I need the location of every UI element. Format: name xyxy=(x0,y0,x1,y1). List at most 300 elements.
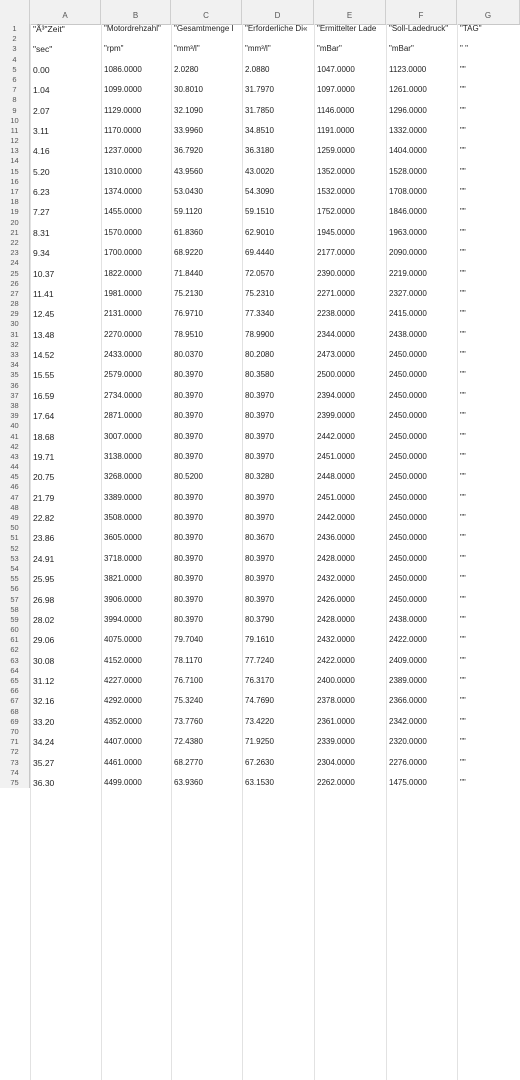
cell-b[interactable]: 2871.0000 xyxy=(104,411,142,421)
cell-e[interactable]: 1352.0000 xyxy=(317,166,355,176)
cell-d[interactable] xyxy=(243,421,314,431)
cell-c[interactable]: 33.9960 xyxy=(174,125,203,135)
cell-f[interactable] xyxy=(387,686,457,696)
cell-g[interactable]: "" xyxy=(460,390,466,400)
row-number[interactable]: 54 xyxy=(0,564,30,574)
cell-f[interactable] xyxy=(387,727,457,737)
cell-b[interactable]: 3906.0000 xyxy=(104,594,142,604)
cell-a[interactable]: 24.91 xyxy=(33,553,55,564)
cell-e[interactable]: 2394.0000 xyxy=(317,390,355,400)
cell-e[interactable]: 2177.0000 xyxy=(317,248,355,258)
cell-g[interactable]: "" xyxy=(460,696,466,706)
cell-c[interactable] xyxy=(172,625,242,635)
cell-a[interactable]: 17.64 xyxy=(33,411,55,422)
cell-b[interactable]: 1981.0000 xyxy=(104,288,142,298)
cell-c[interactable]: 63.9360 xyxy=(174,777,203,787)
cell-f[interactable] xyxy=(387,55,457,65)
cell-f[interactable] xyxy=(387,95,457,105)
cell-f[interactable]: 2450.0000 xyxy=(389,533,427,543)
cell-b[interactable] xyxy=(102,279,171,289)
cell-c[interactable]: 71.8440 xyxy=(174,268,203,278)
cell-e[interactable] xyxy=(315,686,386,696)
row-number[interactable]: 56 xyxy=(0,584,30,594)
cell-e[interactable] xyxy=(315,584,386,594)
cell-b[interactable]: 4292.0000 xyxy=(104,696,142,706)
cell-d[interactable]: 80.3970 xyxy=(245,574,274,584)
cell-c[interactable] xyxy=(172,584,242,594)
row-number[interactable]: 34 xyxy=(0,360,30,370)
row-number[interactable]: 59 xyxy=(0,615,30,625)
cell-c[interactable] xyxy=(172,401,242,411)
cell-d[interactable]: 73.4220 xyxy=(245,716,274,726)
cell-f[interactable]: "Soll-Ladedruck" xyxy=(389,24,449,33)
cell-a[interactable]: 18.68 xyxy=(33,431,55,442)
cell-a[interactable] xyxy=(31,340,101,350)
cell-b[interactable] xyxy=(102,645,171,655)
cell-g[interactable] xyxy=(458,442,520,452)
cell-e[interactable] xyxy=(315,666,386,676)
cell-d[interactable] xyxy=(243,707,314,717)
cell-a[interactable] xyxy=(31,197,101,207)
cell-a[interactable] xyxy=(31,299,101,309)
cell-f[interactable]: 2409.0000 xyxy=(389,655,427,665)
cell-f[interactable] xyxy=(387,645,457,655)
cell-c[interactable] xyxy=(172,503,242,513)
row-number[interactable]: 17 xyxy=(0,187,30,197)
cell-f[interactable]: 2366.0000 xyxy=(389,696,427,706)
cell-f[interactable] xyxy=(387,503,457,513)
row-number[interactable]: 30 xyxy=(0,319,30,329)
row-number[interactable]: 47 xyxy=(0,493,30,503)
cell-c[interactable]: 43.9560 xyxy=(174,166,203,176)
cell-a[interactable] xyxy=(31,482,101,492)
cell-d[interactable] xyxy=(243,279,314,289)
cell-b[interactable]: 1086.0000 xyxy=(104,64,142,74)
cell-a[interactable]: 1.04 xyxy=(33,85,50,96)
cell-d[interactable]: "mm³/l" xyxy=(245,44,271,54)
cell-c[interactable]: 80.3970 xyxy=(174,451,203,461)
cell-c[interactable]: 80.0370 xyxy=(174,350,203,359)
cell-e[interactable]: 2238.0000 xyxy=(317,309,355,319)
cell-d[interactable] xyxy=(243,340,314,350)
cell-b[interactable]: 1170.0000 xyxy=(104,125,142,135)
cell-c[interactable]: "Gesamtmenge I xyxy=(174,24,234,33)
cell-a[interactable] xyxy=(31,116,101,126)
cell-f[interactable]: 2276.0000 xyxy=(389,757,427,767)
cell-f[interactable] xyxy=(387,584,457,594)
row-number[interactable]: 9 xyxy=(0,106,30,116)
cell-e[interactable] xyxy=(315,707,386,717)
cell-a[interactable] xyxy=(31,442,101,452)
cell-f[interactable] xyxy=(387,299,457,309)
cell-g[interactable] xyxy=(458,768,520,778)
column-header-b[interactable]: B xyxy=(101,0,171,24)
row-number[interactable]: 41 xyxy=(0,432,30,442)
cell-e[interactable]: 2448.0000 xyxy=(317,472,355,482)
cell-c[interactable]: 80.3970 xyxy=(174,390,203,400)
cell-e[interactable] xyxy=(315,238,386,248)
cell-f[interactable]: 2320.0000 xyxy=(389,737,427,747)
cell-g[interactable]: "" xyxy=(460,737,466,747)
cell-c[interactable] xyxy=(172,605,242,615)
cell-f[interactable] xyxy=(387,381,457,391)
cell-d[interactable]: 80.3580 xyxy=(245,370,274,380)
cell-c[interactable]: 78.9510 xyxy=(174,329,203,339)
row-number[interactable]: 13 xyxy=(0,146,30,156)
cell-e[interactable]: 1752.0000 xyxy=(317,207,355,217)
cell-e[interactable]: 2390.0000 xyxy=(317,268,355,278)
cell-b[interactable] xyxy=(102,177,171,187)
cell-f[interactable]: 1708.0000 xyxy=(389,187,427,196)
cell-e[interactable]: 2428.0000 xyxy=(317,553,355,563)
cell-f[interactable] xyxy=(387,360,457,370)
cell-b[interactable]: 2579.0000 xyxy=(104,370,142,380)
cell-d[interactable] xyxy=(243,564,314,574)
cell-d[interactable] xyxy=(243,442,314,452)
cell-b[interactable]: 2734.0000 xyxy=(104,390,142,400)
row-number[interactable]: 11 xyxy=(0,126,30,136)
cell-e[interactable] xyxy=(315,299,386,309)
cell-f[interactable]: 2415.0000 xyxy=(389,309,427,319)
cell-f[interactable] xyxy=(387,340,457,350)
cell-a[interactable]: 19.71 xyxy=(33,451,55,462)
cell-f[interactable] xyxy=(387,523,457,533)
cell-b[interactable] xyxy=(102,421,171,431)
cell-d[interactable]: 34.8510 xyxy=(245,125,274,135)
cell-c[interactable]: 59.1120 xyxy=(174,207,203,217)
cell-f[interactable]: 2450.0000 xyxy=(389,350,427,359)
cell-g[interactable]: "" xyxy=(460,411,466,421)
select-all-corner[interactable] xyxy=(0,0,30,24)
cell-d[interactable]: 80.3790 xyxy=(245,614,274,624)
cell-f[interactable] xyxy=(387,747,457,757)
cell-c[interactable] xyxy=(172,523,242,533)
cell-d[interactable]: 31.7970 xyxy=(245,85,274,95)
cell-a[interactable] xyxy=(31,177,101,187)
row-number[interactable]: 28 xyxy=(0,299,30,309)
cell-g[interactable]: "" xyxy=(460,125,466,135)
cell-e[interactable]: 1259.0000 xyxy=(317,146,355,156)
cell-c[interactable]: 80.3970 xyxy=(174,594,203,604)
cell-d[interactable] xyxy=(243,584,314,594)
cell-e[interactable]: 2361.0000 xyxy=(317,716,355,726)
cell-d[interactable] xyxy=(243,625,314,635)
cell-b[interactable] xyxy=(102,319,171,329)
row-number[interactable]: 49 xyxy=(0,513,30,523)
cell-c[interactable]: 32.1090 xyxy=(174,105,203,115)
cell-d[interactable]: 36.3180 xyxy=(245,146,274,156)
cell-g[interactable]: "" xyxy=(460,676,466,685)
cell-f[interactable] xyxy=(387,442,457,452)
cell-a[interactable]: 10.37 xyxy=(33,268,55,279)
cell-g[interactable]: "" xyxy=(460,553,466,563)
cell-a[interactable] xyxy=(31,584,101,594)
cell-g[interactable]: "" xyxy=(460,64,466,74)
cell-g[interactable]: "" xyxy=(460,248,466,258)
cell-c[interactable]: 76.7100 xyxy=(174,676,203,685)
cell-a[interactable] xyxy=(31,625,101,635)
cell-f[interactable]: 2450.0000 xyxy=(389,451,427,461)
cell-f[interactable]: 2090.0000 xyxy=(389,248,427,258)
cell-b[interactable] xyxy=(102,768,171,778)
cell-g[interactable]: "" xyxy=(460,85,466,95)
row-number[interactable]: 74 xyxy=(0,768,30,778)
cell-b[interactable] xyxy=(102,95,171,105)
cell-e[interactable] xyxy=(315,605,386,615)
row-number[interactable]: 8 xyxy=(0,95,30,105)
cell-b[interactable] xyxy=(102,55,171,65)
cell-b[interactable] xyxy=(102,482,171,492)
cell-e[interactable]: 1047.0000 xyxy=(317,64,355,74)
cell-e[interactable]: 2428.0000 xyxy=(317,614,355,624)
cell-d[interactable]: 74.7690 xyxy=(245,696,274,706)
cell-b[interactable] xyxy=(102,503,171,513)
cell-e[interactable] xyxy=(315,279,386,289)
cell-b[interactable]: 3007.0000 xyxy=(104,431,142,441)
row-number[interactable]: 5 xyxy=(0,65,30,75)
cell-d[interactable]: 2.0880 xyxy=(245,64,270,74)
cell-g[interactable] xyxy=(458,564,520,574)
row-number[interactable]: 55 xyxy=(0,574,30,584)
cell-g[interactable] xyxy=(458,299,520,309)
cell-f[interactable]: "mBar" xyxy=(389,44,414,54)
cell-c[interactable] xyxy=(172,279,242,289)
cell-a[interactable] xyxy=(31,605,101,615)
cell-a[interactable] xyxy=(31,95,101,105)
cell-f[interactable]: 1296.0000 xyxy=(389,105,427,115)
cell-d[interactable] xyxy=(243,523,314,533)
cell-a[interactable]: 16.59 xyxy=(33,390,55,401)
cell-b[interactable]: 4499.0000 xyxy=(104,777,142,787)
cell-a[interactable] xyxy=(31,666,101,676)
cell-f[interactable]: 2450.0000 xyxy=(389,513,427,522)
cell-e[interactable] xyxy=(315,401,386,411)
cell-g[interactable]: "" xyxy=(460,614,466,624)
cell-g[interactable] xyxy=(458,95,520,105)
cell-a[interactable] xyxy=(31,462,101,472)
cell-c[interactable]: 75.3240 xyxy=(174,696,203,706)
cell-a[interactable]: "sec" xyxy=(33,44,53,55)
cell-d[interactable]: 76.3170 xyxy=(245,676,274,685)
cell-g[interactable]: "" xyxy=(460,268,466,278)
cell-g[interactable]: "" xyxy=(460,350,466,359)
cell-c[interactable]: 80.3970 xyxy=(174,533,203,543)
cell-g[interactable] xyxy=(458,197,520,207)
row-number[interactable]: 70 xyxy=(0,727,30,737)
cell-b[interactable] xyxy=(102,238,171,248)
cell-d[interactable]: 43.0020 xyxy=(245,166,274,176)
cell-a[interactable] xyxy=(31,319,101,329)
cell-f[interactable] xyxy=(387,156,457,166)
cell-b[interactable] xyxy=(102,156,171,166)
cell-b[interactable]: 1455.0000 xyxy=(104,207,142,217)
cell-d[interactable]: 63.1530 xyxy=(245,777,274,787)
cell-e[interactable] xyxy=(315,340,386,350)
cell-b[interactable]: 1129.0000 xyxy=(104,105,142,115)
cell-d[interactable] xyxy=(243,666,314,676)
cell-c[interactable] xyxy=(172,218,242,228)
column-header-a[interactable]: A xyxy=(30,0,101,24)
cell-g[interactable] xyxy=(458,238,520,248)
cell-b[interactable]: 3718.0000 xyxy=(104,553,142,563)
cell-a[interactable] xyxy=(31,136,101,146)
cell-b[interactable]: 1099.0000 xyxy=(104,85,142,95)
cell-c[interactable] xyxy=(172,360,242,370)
cell-g[interactable]: "" xyxy=(460,655,466,665)
cell-f[interactable]: 2438.0000 xyxy=(389,614,427,624)
cell-c[interactable]: 80.3970 xyxy=(174,553,203,563)
cell-e[interactable]: 2262.0000 xyxy=(317,777,355,787)
cell-a[interactable]: 25.95 xyxy=(33,574,55,585)
cell-f[interactable] xyxy=(387,319,457,329)
cell-f[interactable]: 2450.0000 xyxy=(389,390,427,400)
cell-b[interactable] xyxy=(102,360,171,370)
cell-e[interactable]: 2400.0000 xyxy=(317,676,355,685)
cell-d[interactable]: 80.3970 xyxy=(245,553,274,563)
row-number[interactable]: 57 xyxy=(0,595,30,605)
cell-c[interactable] xyxy=(172,727,242,737)
cell-b[interactable] xyxy=(102,218,171,228)
cell-f[interactable] xyxy=(387,401,457,411)
row-number[interactable]: 31 xyxy=(0,330,30,340)
cell-d[interactable] xyxy=(243,605,314,615)
cell-d[interactable] xyxy=(243,381,314,391)
cell-a[interactable] xyxy=(31,645,101,655)
cell-f[interactable]: 2219.0000 xyxy=(389,268,427,278)
cell-e[interactable] xyxy=(315,381,386,391)
cell-e[interactable]: 2339.0000 xyxy=(317,737,355,747)
cell-g[interactable]: "" xyxy=(460,227,466,237)
cell-c[interactable] xyxy=(172,95,242,105)
cell-b[interactable]: 3994.0000 xyxy=(104,614,142,624)
cell-g[interactable] xyxy=(458,279,520,289)
cell-c[interactable]: 68.9220 xyxy=(174,248,203,258)
cell-c[interactable]: 68.2770 xyxy=(174,757,203,767)
cell-e[interactable] xyxy=(315,768,386,778)
cell-c[interactable] xyxy=(172,340,242,350)
row-number[interactable]: 35 xyxy=(0,370,30,380)
cell-a[interactable]: 4.16 xyxy=(33,146,50,157)
cell-d[interactable] xyxy=(243,727,314,737)
cell-b[interactable]: 3821.0000 xyxy=(104,574,142,584)
cell-a[interactable] xyxy=(31,747,101,757)
cell-c[interactable] xyxy=(172,55,242,65)
cell-e[interactable] xyxy=(315,156,386,166)
cell-c[interactable] xyxy=(172,381,242,391)
cell-a[interactable]: 7.27 xyxy=(33,207,50,218)
cell-c[interactable] xyxy=(172,197,242,207)
cell-f[interactable]: 2450.0000 xyxy=(389,574,427,584)
cell-f[interactable]: 2450.0000 xyxy=(389,553,427,563)
cell-g[interactable] xyxy=(458,319,520,329)
cell-g[interactable]: "TAG" xyxy=(460,24,482,33)
row-number[interactable]: 42 xyxy=(0,442,30,452)
cell-g[interactable]: "" xyxy=(460,492,466,502)
cell-g[interactable] xyxy=(458,503,520,513)
cell-b[interactable]: 1822.0000 xyxy=(104,268,142,278)
cell-f[interactable]: 2450.0000 xyxy=(389,431,427,441)
cell-g[interactable]: "" xyxy=(460,207,466,217)
cell-f[interactable] xyxy=(387,666,457,676)
row-number[interactable]: 63 xyxy=(0,656,30,666)
cell-e[interactable]: 2442.0000 xyxy=(317,513,355,522)
cell-b[interactable] xyxy=(102,381,171,391)
cell-a[interactable] xyxy=(31,564,101,574)
cell-e[interactable] xyxy=(315,544,386,554)
cell-d[interactable] xyxy=(243,258,314,268)
row-number[interactable]: 18 xyxy=(0,197,30,207)
cell-g[interactable] xyxy=(458,75,520,85)
cell-d[interactable]: 72.0570 xyxy=(245,268,274,278)
cell-d[interactable]: 59.1510 xyxy=(245,207,274,217)
cell-d[interactable]: 31.7850 xyxy=(245,105,274,115)
cell-e[interactable] xyxy=(315,177,386,187)
cell-g[interactable] xyxy=(458,55,520,65)
row-number[interactable]: 3 xyxy=(0,44,30,54)
cell-e[interactable]: "Ermittelter Lade xyxy=(317,24,377,33)
cell-a[interactable]: 28.02 xyxy=(33,614,55,625)
row-number[interactable]: 48 xyxy=(0,503,30,513)
cell-c[interactable] xyxy=(172,462,242,472)
cell-d[interactable]: 77.7240 xyxy=(245,655,274,665)
cell-e[interactable]: 2378.0000 xyxy=(317,696,355,706)
cell-g[interactable] xyxy=(458,482,520,492)
cell-g[interactable]: "" xyxy=(460,309,466,319)
cell-d[interactable]: 80.3970 xyxy=(245,451,274,461)
cell-f[interactable] xyxy=(387,462,457,472)
cell-f[interactable]: 1963.0000 xyxy=(389,227,427,237)
cell-b[interactable]: 1237.0000 xyxy=(104,146,142,156)
cell-b[interactable]: 1374.0000 xyxy=(104,187,142,196)
cell-g[interactable]: "" xyxy=(460,329,466,339)
cell-c[interactable]: 80.3970 xyxy=(174,574,203,584)
cell-g[interactable] xyxy=(458,707,520,717)
cell-b[interactable]: 3138.0000 xyxy=(104,451,142,461)
cell-b[interactable]: 1700.0000 xyxy=(104,248,142,258)
row-number[interactable]: 38 xyxy=(0,401,30,411)
cell-a[interactable] xyxy=(31,218,101,228)
cell-c[interactable] xyxy=(172,747,242,757)
cell-c[interactable] xyxy=(172,645,242,655)
cell-d[interactable] xyxy=(243,238,314,248)
cell-b[interactable] xyxy=(102,462,171,472)
cell-d[interactable] xyxy=(243,218,314,228)
cell-f[interactable] xyxy=(387,605,457,615)
cell-a[interactable] xyxy=(31,523,101,533)
row-number[interactable]: 7 xyxy=(0,85,30,95)
cell-a[interactable]: 22.82 xyxy=(33,513,55,523)
cell-f[interactable]: 2389.0000 xyxy=(389,676,427,685)
cell-g[interactable] xyxy=(458,523,520,533)
cell-a[interactable] xyxy=(31,686,101,696)
cell-a[interactable]: 14.52 xyxy=(33,350,55,360)
row-number[interactable]: 58 xyxy=(0,605,30,615)
column-header-e[interactable]: E xyxy=(314,0,386,24)
cell-g[interactable] xyxy=(458,584,520,594)
cell-b[interactable]: 4407.0000 xyxy=(104,737,142,747)
cell-d[interactable]: 80.3970 xyxy=(245,390,274,400)
cell-b[interactable]: 3268.0000 xyxy=(104,472,142,482)
cell-b[interactable] xyxy=(102,299,171,309)
cell-e[interactable]: 2436.0000 xyxy=(317,533,355,543)
cell-f[interactable]: 1528.0000 xyxy=(389,166,427,176)
cell-e[interactable]: 2500.0000 xyxy=(317,370,355,380)
cell-d[interactable] xyxy=(243,299,314,309)
cell-d[interactable] xyxy=(243,156,314,166)
cell-e[interactable] xyxy=(315,258,386,268)
row-number[interactable]: 37 xyxy=(0,391,30,401)
cell-a[interactable] xyxy=(31,75,101,85)
